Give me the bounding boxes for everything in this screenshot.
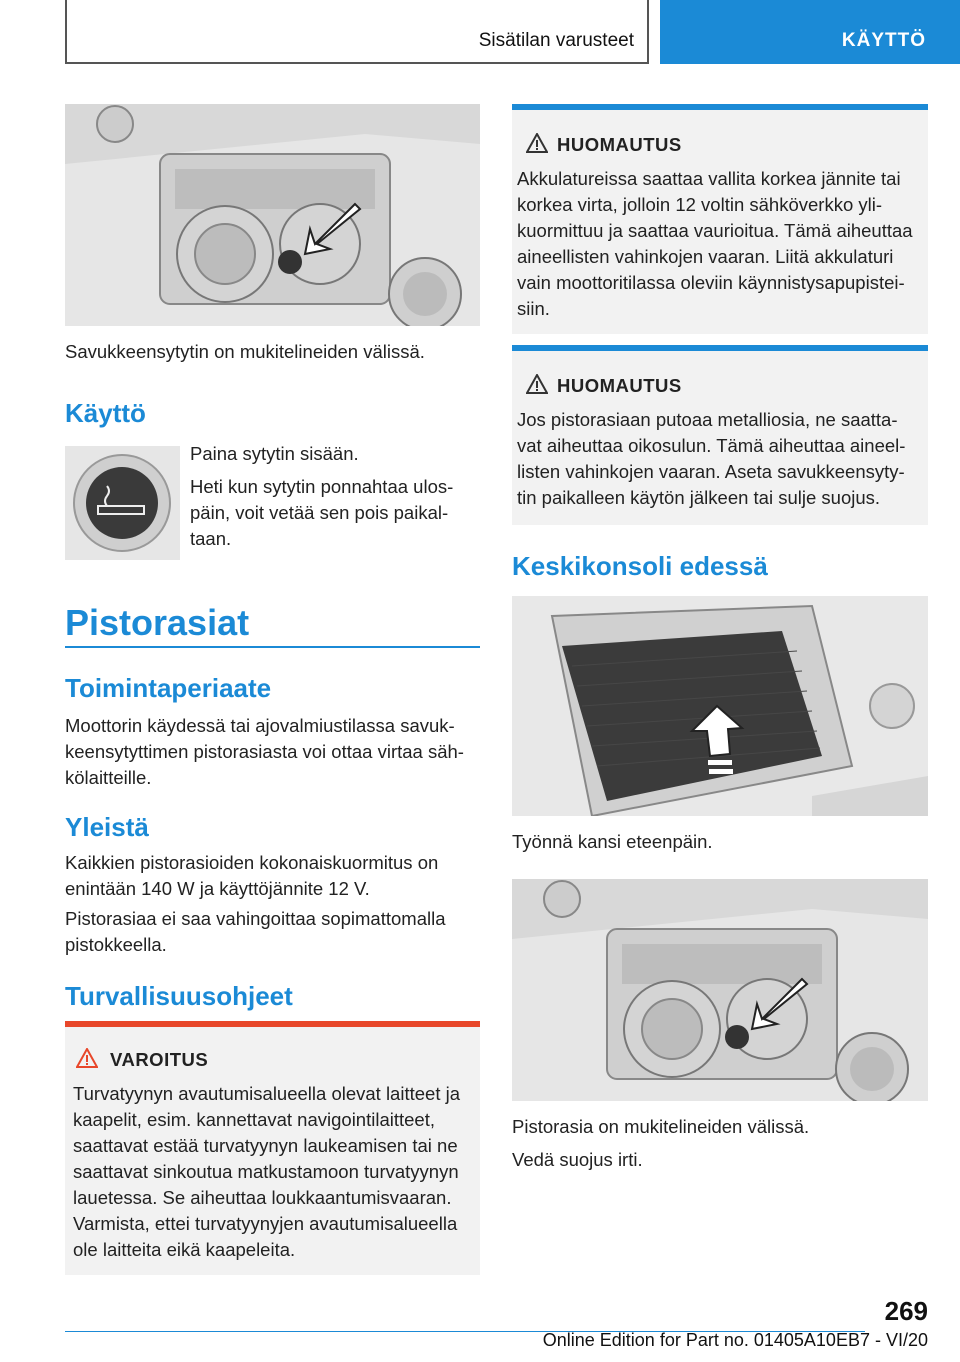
notice-box-short-circuit <box>512 345 928 525</box>
notice-title: HUOMAUTUS <box>557 375 682 396</box>
kaytto-step-pull-line3: taan. <box>190 528 232 549</box>
notice-triangle-icon <box>526 133 548 153</box>
caption-socket-location: Pistorasia on mukitelineiden välissä. <box>512 1116 810 1137</box>
notice-line: vat aiheuttaa oikosulun. Tämä aiheuttaa aineel- <box>517 435 906 456</box>
heading-yleista: Yleistä <box>65 812 149 842</box>
warning-title: VAROITUS <box>110 1049 209 1070</box>
console-cover-image <box>512 596 928 816</box>
warning-triangle-icon <box>76 1048 98 1068</box>
notice-box-charger <box>512 104 928 334</box>
heading-toimintaperiaate: Toimintaperiaate <box>65 673 272 703</box>
kaytto-step-press: Paina sytytin sisään. <box>190 443 359 464</box>
yleista-text-line3: Pistorasiaa ei saa vahingoittaa sopimattomalla <box>65 908 446 929</box>
yleista-text-line1: Kaikkien pistorasioiden kokonaiskuormitus on <box>65 852 439 873</box>
warning-line: lauetessa. Se aiheuttaa loukkaantumisvaaran. <box>73 1187 452 1208</box>
yleista-text-line4: pistokkeella. <box>65 934 167 955</box>
notice-line: kuormittuu ja saattaa vaurioitua. Tämä aiheuttaa <box>517 220 913 241</box>
warning-line: kaapelit, esim. kannettavat navigointilaitteet, <box>73 1109 435 1130</box>
header-chapter-tab[interactable] <box>660 0 960 64</box>
heading-underline <box>65 646 480 648</box>
notice-line: Akkulatureissa saattaa vallita korkea jännite tai <box>517 168 901 189</box>
warning-line: Varmista, ettei turvatyynyjen avautumisalueella <box>73 1213 458 1234</box>
notice-line: tin paikalleen käytön jälkeen tai sulje suojus. <box>517 487 881 508</box>
heading-turvallisuusohjeet: Turvallisuusohjeet <box>65 981 293 1011</box>
notice-line: siin. <box>517 298 550 319</box>
cupholder-socket-image <box>512 879 928 1101</box>
caption-push-cover: Työnnä kansi eteenpäin. <box>512 831 713 852</box>
warning-line: saattavat sinkoutua matkustamoon turvatyynyn <box>73 1161 459 1182</box>
warning-line: saattavat estää turvatyynyn laukeamisen tai ne <box>73 1135 458 1156</box>
footer-edition: Online Edition for Part no. 01405A10EB7 - VI/20 <box>542 1330 928 1350</box>
warning-box <box>65 1021 480 1275</box>
toiminta-text-line3: kölaitteille. <box>65 767 152 788</box>
header-section-title: Sisätilan varusteet <box>478 30 634 51</box>
warning-line: ole laitteita eikä kaapeleita. <box>73 1239 296 1260</box>
page-number: 269 <box>884 1296 928 1326</box>
notice-line: korkea virta, jolloin 12 voltin sähköverkko yli- <box>517 194 883 215</box>
kaytto-step-pull-line2: päin, voit vetää sen pois paikal- <box>190 502 449 523</box>
notice-line: listen vahinkojen vaaran. Aseta savukkeensyty- <box>517 461 905 482</box>
kaytto-step-pull-line1: Heti kun sytytin ponnahtaa ulos- <box>190 476 454 497</box>
toiminta-text-line2: keensytyttimen pistorasiasta voi ottaa virtaa säh- <box>65 741 464 762</box>
notice-line: vain moottoritilassa oleviin käynnistysapupistei- <box>517 272 905 293</box>
header-chapter-label: KÄYTTÖ <box>841 30 926 51</box>
caption-pull-cover: Vedä suojus irti. <box>512 1149 643 1170</box>
notice-title: HUOMAUTUS <box>557 134 682 155</box>
toiminta-text-line1: Moottorin käydessä tai ajovalmiustilassa savuk- <box>65 715 455 736</box>
notice-triangle-icon <box>526 374 548 394</box>
heading-kaytto: Käyttö <box>65 398 146 428</box>
caption-lighter-location: Savukkeensytytin on mukitelineiden välissä. <box>65 341 425 362</box>
notice-line: aineellisten vahinkojen vaaran. Liitä akkulaturi <box>517 246 894 267</box>
cupholder-lighter-image <box>65 104 480 326</box>
lighter-button-image <box>65 446 180 560</box>
notice-line: Jos pistorasiaan putoaa metalliosia, ne saatta- <box>517 409 898 430</box>
heading-keskikonsoli: Keskikonsoli edessä <box>512 551 768 581</box>
warning-line: Turvatyynyn avautumisalueella olevat laitteet ja <box>73 1083 460 1104</box>
yleista-text-line2: enintään 140 W ja käyttöjännite 12 V. <box>65 878 370 899</box>
heading-pistorasiat: Pistorasiat <box>65 602 250 643</box>
